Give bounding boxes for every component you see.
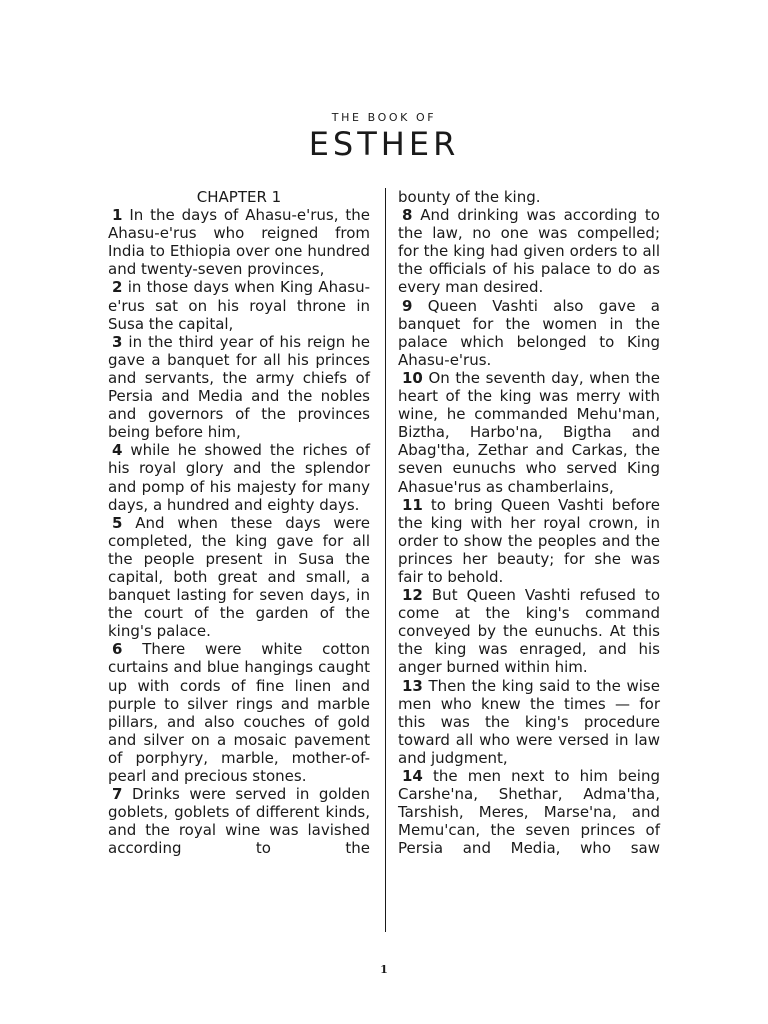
- verse-number: 1: [112, 206, 123, 225]
- page-number: 1: [380, 963, 388, 976]
- verse-text: in the third year of his reign he gave a banquet for all his princes and servants, the army chiefs of Persia and Media and the nobles and governors of the provinces being before him,: [108, 332, 370, 442]
- verse-2: [108, 278, 370, 332]
- verse-3: [108, 333, 370, 442]
- verse-11: [398, 496, 660, 586]
- verse-number: 10: [402, 368, 423, 387]
- verse-number: 5: [112, 513, 123, 532]
- verse-text: the men next to him being Carshe'na, Shethar, Adma'tha, Tarshish, Meres, Marse'na, and Memu'can, the seven princes of Persia and Media, who saw: [398, 767, 660, 858]
- column-divider: [385, 188, 386, 932]
- verse-text: On the seventh day, when the heart of the king was merry with wine, he commanded Mehu'man, Biztha, Harbo'na, Bigtha and Abag'tha, Zethar and Carkas, the seven eunuchs who served King Ahasue'rus as chamberlains,: [398, 368, 660, 496]
- chapter-heading: CHAPTER 1: [196, 188, 282, 206]
- verse-5: [108, 514, 370, 641]
- verse-text: But Queen Vashti refused to come at the king's command conveyed by the eunuchs. At this the king was enraged, and his anger burned within him.: [398, 586, 660, 677]
- verse-text: in those days when King Ahasu-e'rus sat on his royal throne in Susa the capital,: [108, 278, 370, 333]
- verse-text: to bring Queen Vashti before the king with her royal crown, in order to show the peoples and the princes her beauty; for she was fair to behold.: [398, 495, 660, 586]
- verse-7: [108, 785, 370, 857]
- verse-number: 8: [402, 206, 413, 225]
- verse-7-continuation: bounty of the king.: [398, 188, 541, 206]
- verse-number: 7: [112, 785, 123, 804]
- verse-number: 3: [112, 332, 123, 351]
- verse-number: 13: [402, 676, 423, 695]
- verse-number: 6: [112, 640, 123, 659]
- verse-number: 9: [402, 296, 413, 315]
- verse-text: There were white cotton curtains and blue hangings caught up with cords of fine linen and purple to silver rings and marble pillars, and also couches of gold and silver on a mosaic pavement of porphyry, marble, mother-of-pearl and precious stones.: [108, 640, 370, 785]
- verse-number: 12: [402, 586, 423, 605]
- verse-number: 14: [402, 767, 423, 785]
- book-pretitle: THE BOOK OF: [331, 111, 437, 124]
- verse-14: [398, 767, 660, 857]
- verse-12: [398, 586, 660, 676]
- verse-text: Then the king said to the wise men who knew the times — for this was the king's procedure toward all who were versed in law and judgment,: [398, 676, 660, 767]
- verse-1: [108, 206, 370, 278]
- verse-13: [398, 677, 660, 767]
- verse-text: And when these days were completed, the king gave for all the people present in Susa the capital, both great and small, a banquet lasting for seven days, in the court of the garden of the king's palace.: [108, 513, 370, 641]
- verse-text: And drinking was according to the law, no one was compelled; for the king had given orders to all the officials of his palace to do as every man desired.: [398, 206, 660, 297]
- verse-8: [398, 206, 660, 296]
- verse-4: [108, 441, 370, 513]
- verse-text: Drinks were served in golden goblets, goblets of different kinds, and the royal wine was lavished according to the: [108, 785, 370, 858]
- verse-text: while he showed the riches of his royal glory and the splendor and pomp of his majesty for many days, a hundred and eighty days.: [108, 441, 370, 514]
- verse-number: 4: [112, 441, 123, 460]
- verse-6: [108, 640, 370, 785]
- book-title: ESTHER: [308, 125, 460, 163]
- verse-number: 2: [112, 278, 123, 297]
- verse-text: Queen Vashti also gave a banquet for the women in the palace which belonged to King Ahasu-e'rus.: [398, 296, 660, 369]
- left-column: [108, 188, 370, 857]
- verse-10: [398, 369, 660, 496]
- verse-text: In the days of Ahasu-e'rus, the Ahasu-e'rus who reigned from India to Ethiopia over one hundred and twenty-seven provinces,: [108, 206, 370, 279]
- verse-9: [398, 297, 660, 369]
- right-column: [398, 188, 660, 857]
- verse-number: 11: [402, 495, 423, 514]
